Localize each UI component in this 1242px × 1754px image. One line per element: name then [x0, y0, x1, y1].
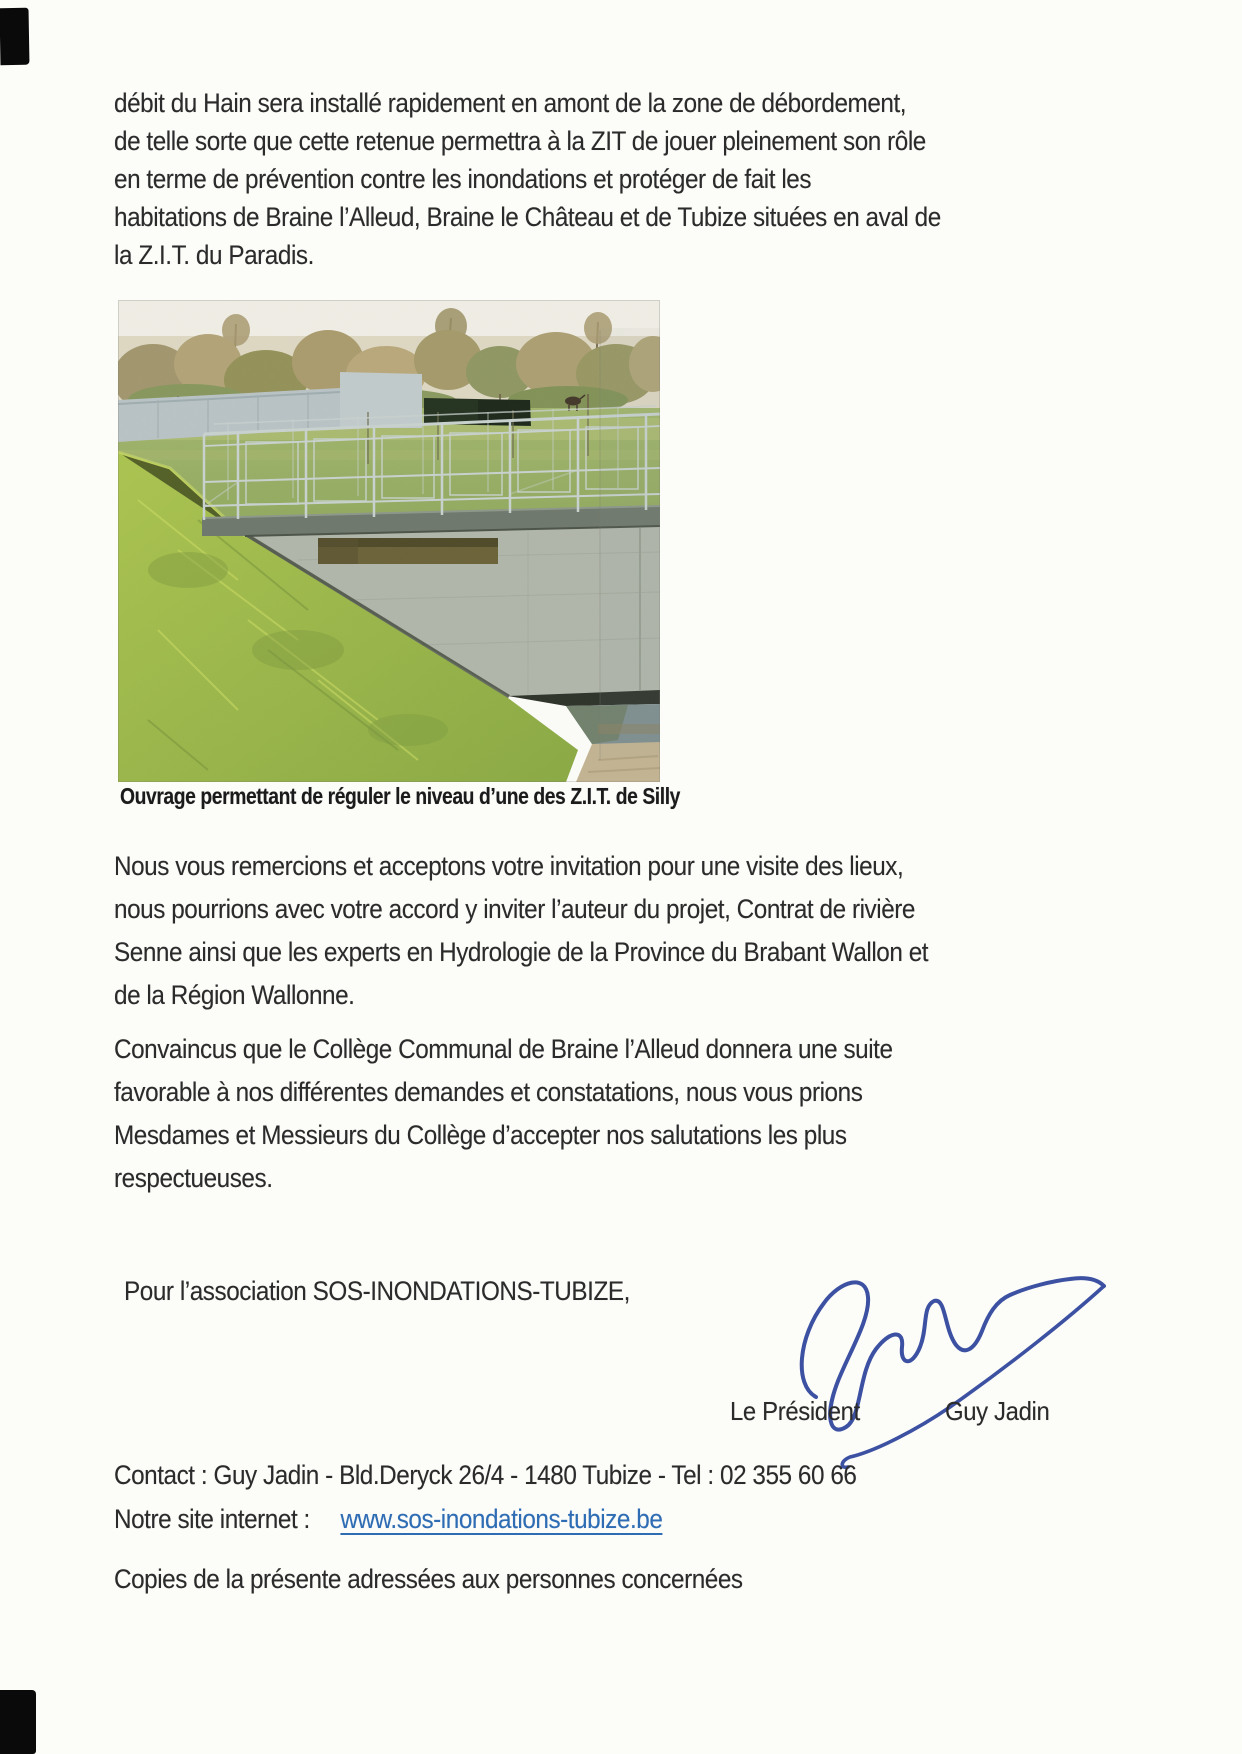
paragraph-conclusion: [114, 1028, 893, 1200]
text-line: de la Région Wallonne.: [114, 980, 355, 1010]
zit-regulation-structure-photo: [118, 300, 660, 782]
scan-artifact-top-left: [0, 8, 29, 65]
text-line: Senne ainsi que les experts en Hydrologie de la Province du Brabant Wallon et: [114, 937, 929, 967]
text-line: de telle sorte que cette retenue permettra à la ZIT de jouer pleinement son rôle: [114, 126, 926, 156]
president-name: Guy Jadin: [945, 1396, 1050, 1426]
photo-caption: Ouvrage permettant de réguler le niveau d’une des Z.I.T. de Silly: [120, 783, 680, 809]
text-line: favorable à nos différentes demandes et constatations, nous vous prions: [114, 1077, 863, 1107]
signature-guy-jadin: [780, 1255, 1126, 1481]
text-line: Convaincus que le Collège Communal de Braine l’Alleud donnera une suite: [114, 1034, 893, 1064]
text-line: respectueuses.: [114, 1163, 273, 1193]
photo-figure: [118, 300, 660, 782]
website-label: Notre site internet :: [114, 1504, 310, 1534]
paragraph-intro: [114, 84, 941, 274]
signature-swoosh: [842, 1286, 1104, 1467]
contact-line: Contact : Guy Jadin - Bld.Deryck 26/4 - 1480 Tubize - Tel : 02 355 60 66: [114, 1460, 857, 1490]
paragraph-remerciements: [114, 845, 928, 1017]
website-line: [114, 1504, 662, 1535]
text-line: en terme de prévention contre les inondations et protéger de fait les: [114, 164, 812, 194]
text-line: habitations de Braine l’Alleud, Braine le Château et de Tubize situées en aval de: [114, 202, 941, 232]
president-label: Le Président: [730, 1396, 860, 1426]
scan-artifact-bottom-left: [0, 1690, 36, 1754]
text-line: Nous vous remercions et acceptons votre invitation pour une visite des lieux,: [114, 851, 904, 881]
website-link[interactable]: www.sos-inondations-tubize.be: [340, 1504, 663, 1534]
text-line: nous pourrions avec votre accord y inviter l’auteur du projet, Contrat de rivière: [114, 894, 915, 924]
text-line: Mesdames et Messieurs du Collège d’accepter nos salutations les plus: [114, 1120, 847, 1150]
text-line: la Z.I.T. du Paradis.: [114, 240, 314, 270]
text-line: débit du Hain sera installé rapidement en amont de la zone de débordement,: [114, 88, 907, 118]
association-line: Pour l’association SOS-INONDATIONS-TUBIZE,: [124, 1276, 630, 1306]
copies-line: Copies de la présente adressées aux personnes concernées: [114, 1564, 743, 1594]
